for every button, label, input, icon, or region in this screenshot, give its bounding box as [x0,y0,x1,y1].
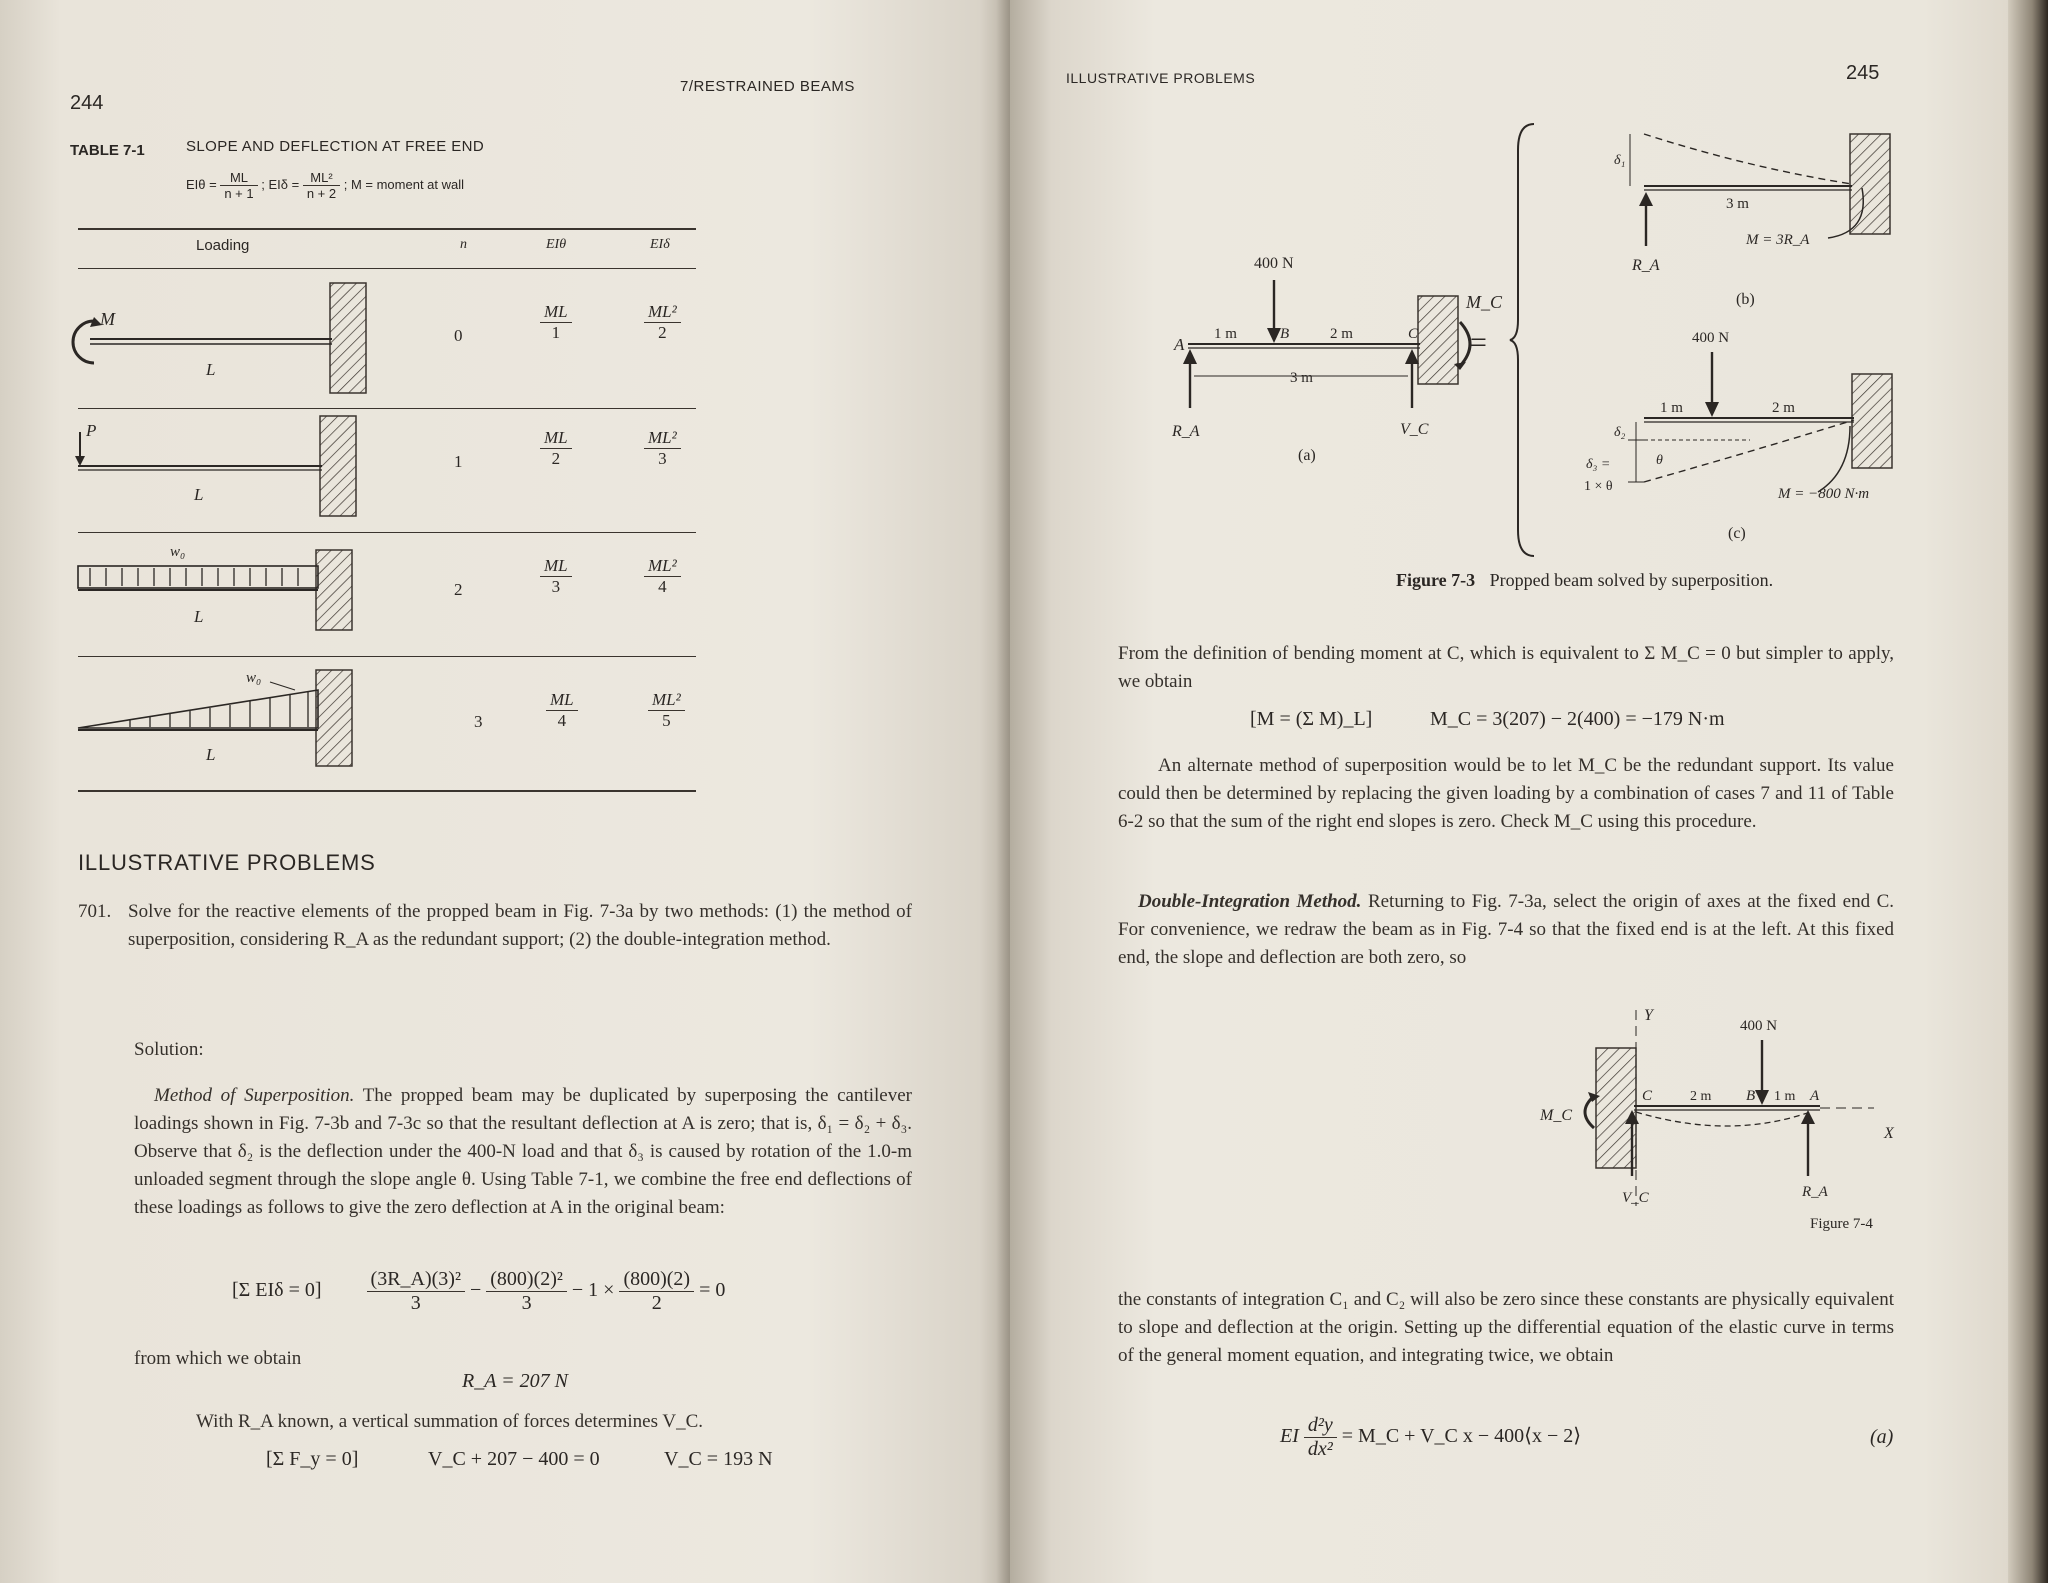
fig73a-point-b: B [1280,326,1290,342]
table-row-3-load-label: w₀ [170,544,186,560]
figure-7-3b [1570,128,1930,318]
table-row-1-load-label: M [100,309,115,329]
fig74-reaction-c: V_C [1622,1190,1649,1206]
table-row-3-deflection: $\frac{\text{ML²}}{4}$ [644,556,681,597]
fig73-equals-sign: = [1470,326,1487,359]
table-row-rule-3 [78,656,696,657]
fig73b-moment: M = 3R_A [1746,232,1810,248]
equation-moment: M_C = 3(207) − 2(400) = −179 N·m [1430,708,1725,730]
fig73a-span-2m: 2 m [1330,326,1353,342]
table-row-4-deflection: $\frac{\text{ML²}}{5}$ [648,690,685,731]
fig74-reaction-a: R_A [1802,1184,1828,1200]
fig73a-point-c: C [1408,326,1419,342]
figure-7-4 [1520,1000,1920,1230]
method2-title: Double-Integration Method. [1138,891,1362,912]
table-row-1-deflection: $\frac{\text{ML²}}{2}$ [644,302,681,343]
fig74-span-1m: 1 m [1774,1089,1796,1104]
right-running-head: ILLUSTRATIVE PROBLEMS [1066,70,1256,86]
table-row-2-span: L [194,485,204,504]
solution-label: Solution: [134,1039,204,1060]
fig73a-load-label: 400 N [1254,255,1294,272]
from-which-text: from which we obtain [134,1348,302,1369]
problem-text: Solve for the reactive elements of the propped beam in Fig. 7-3a by two methods: (1) the method of superposition, considering R_A as the redundant support; (2) the double-integration method. [128,901,912,950]
figure-7-3-caption: Figure 7-3 Propped beam solved by superposition. [1396,570,1774,590]
table-header-rule [78,268,696,269]
table-row-2-n: 1 [454,452,463,471]
table-row-3-diagram [70,528,380,638]
table-header-n: n [460,237,467,252]
fig74-y-axis: Y [1644,1007,1653,1024]
figure-7-3c [1550,322,1930,552]
method2-text: Returning to Fig. 7-3a, select the origin of axes at the fixed end C. For convenience, we redraw the beam as in Fig. 7-4 so that the fixed end is at the left. At this fixed end, the slope and deflection are both zero, so [1118,891,1894,968]
fig73b-sublabel: (b) [1736,291,1755,308]
book-edge-shadow [2008,0,2048,1583]
left-page [0,0,1010,1583]
problem-number: 701. [78,901,112,922]
fig73a-span-1m: 1 m [1214,326,1237,342]
table-row-1-n: 0 [454,326,463,345]
method1-title: Method of Superposition. [154,1085,355,1106]
table-row-4-load-label: w₀ [246,670,262,686]
table-row-2-load-label: P [86,421,97,440]
table-header-slope: EIθ [546,237,567,252]
fig73c-one-theta: 1 × θ [1584,479,1613,494]
fig73b-span: 3 m [1726,196,1749,212]
fig73c-delta-3: δ₃ = [1586,457,1611,472]
fig74-point-c: C [1642,1088,1653,1104]
method1-text: The propped beam may be duplicated by superposing the cantilever loadings shown in Fig. 7-3b and 7-3c so that the resultant deflection at A is zero; that is, δ₁ = δ₂ + δ₃. Observe that δ₂ is the deflection under the 400-N load and that δ₃ is caused by rotation of the 1.0-m unloaded segment through the slope angle θ. Using Table 7-1, we combine the free end deflections of these loadings as follows to give the zero deflection at A in the original beam: [134,1085,912,1218]
equation-force-sum-bracket: [Σ F_y = 0] [266,1448,359,1470]
para-integration-constants: the constants of integration C₁ and C₂ will also be zero since these constants are physically equivalent to slope and deflection at the origin. Setting up the differential equation of the elastic curve in terms of the general moment equation, and integrating twice, we obtain [1118,1289,1894,1366]
fig73b-reaction: R_A [1632,257,1660,274]
table-header-deflection: EIδ [650,237,670,252]
left-page-number: 244 [70,92,104,114]
fig73b-delta-1: δ₁ [1614,153,1626,168]
table-top-rule [78,228,696,230]
equation-force-sum: V_C + 207 − 400 = 0 [428,1448,600,1470]
fig73a-reaction-a: R_A [1172,423,1200,440]
fig73c-theta: θ [1656,453,1663,468]
table-row-3-n: 2 [454,580,463,599]
table-row-1-span: L [206,360,216,379]
equation-deflection-sum: [Σ EIδ = 0] $\frac{\text{(3R\_A)(3)²}}{3}$ − $\frac{\text{(800)(2)²}}{3}$ − 1 × $\frac{(800)(2)}{2}$ = 0 [232,1268,726,1314]
fig73c-sublabel: (c) [1728,525,1746,542]
fig73c-moment: M = −800 N·m [1778,486,1870,502]
fig73a-moment-label: M_C [1466,292,1502,312]
table-row-3-span: L [194,607,204,626]
table-row-rule-2 [78,532,696,533]
table-row-2-diagram [70,412,380,522]
fig73a-sublabel: (a) [1298,447,1316,464]
para-alternate-method: An alternate method of superposition would be to let M_C be the redundant support. Its value could then be determined by replacing the given loading by a combination of cases 7 and 11 of Table 6-2 so that the sum of the right end slopes is zero. Check M_C using this procedure. [1118,755,1894,832]
table-row-4-span: L [206,745,216,764]
equation-tag-a: (a) [1870,1426,1894,1448]
fig73a-reaction-c: V_C [1400,421,1429,438]
right-page-number: 245 [1846,62,1880,84]
table-row-4-diagram [70,660,380,780]
para-bending-moment: From the definition of bending moment at C, which is equivalent to Σ M_C = 0 but simpler to apply, we obtain [1118,643,1894,692]
fig73c-load-label: 400 N [1692,330,1730,346]
fig74-x-axis: X [1884,1125,1894,1142]
fig73a-point-a: A [1174,335,1185,354]
ra-result: R_A = 207 N [462,1370,568,1392]
table-row-rule-1 [78,408,696,409]
section-heading: ILLUSTRATIVE PROBLEMS [78,850,376,875]
table-formula: EIθ = $\frac{ML}{n + 1}$ ; EIδ = $\frac{\text{ML²}}{n + 2}$ ; M = moment at wall [186,170,465,201]
equation-differential: EI $\frac{\text{d²y}}{\text{dx²}}$ = M_C + V_C x − 400⟨x − 2⟩ [1280,1414,1582,1460]
fig73a-span-3m: 3 m [1290,370,1313,386]
fig74-load-label: 400 N [1740,1018,1778,1034]
vc-result: V_C = 193 N [664,1448,773,1470]
fig73c-span-1m: 1 m [1660,400,1683,416]
table-label: TABLE 7-1 [70,142,145,159]
table-row-1-diagram [70,275,380,405]
fig74-span-2m: 2 m [1690,1089,1712,1104]
equation-moment-bracket: [M = (Σ M)_L] [1250,708,1373,730]
fig73c-span-2m: 2 m [1772,400,1795,416]
figure-7-3a [1150,240,1510,480]
table-row-3-slope: $\frac{ML}{3}$ [540,556,572,597]
fig74-moment: M_C [1540,1107,1572,1124]
table-row-1-slope: $\frac{ML}{1}$ [540,302,572,343]
fig74-point-b: B [1746,1088,1756,1104]
fig74-point-a: A [1810,1088,1820,1104]
right-page [1010,0,2048,1583]
fig73c-delta-2: δ₂ [1614,425,1626,440]
fig73-brace [1508,120,1538,560]
figure-7-4-caption: Figure 7-4 [1810,1216,1873,1232]
left-running-head: 7/RESTRAINED BEAMS [680,78,855,95]
table-row-2-deflection: $\frac{\text{ML²}}{3}$ [644,428,681,469]
method2-paragraph [1118,888,1894,972]
table-row-4-n: 3 [474,712,483,731]
table-row-4-slope: $\frac{ML}{4}$ [546,690,578,731]
table-header-loading: Loading [196,237,250,254]
table-title: SLOPE AND DEFLECTION AT FREE END [186,138,485,155]
method1-paragraph [134,1082,912,1222]
table-row-2-slope: $\frac{ML}{2}$ [540,428,572,469]
table-bottom-rule [78,790,696,792]
with-ra-text: With R_A known, a vertical summation of forces determines V_C. [196,1411,704,1432]
